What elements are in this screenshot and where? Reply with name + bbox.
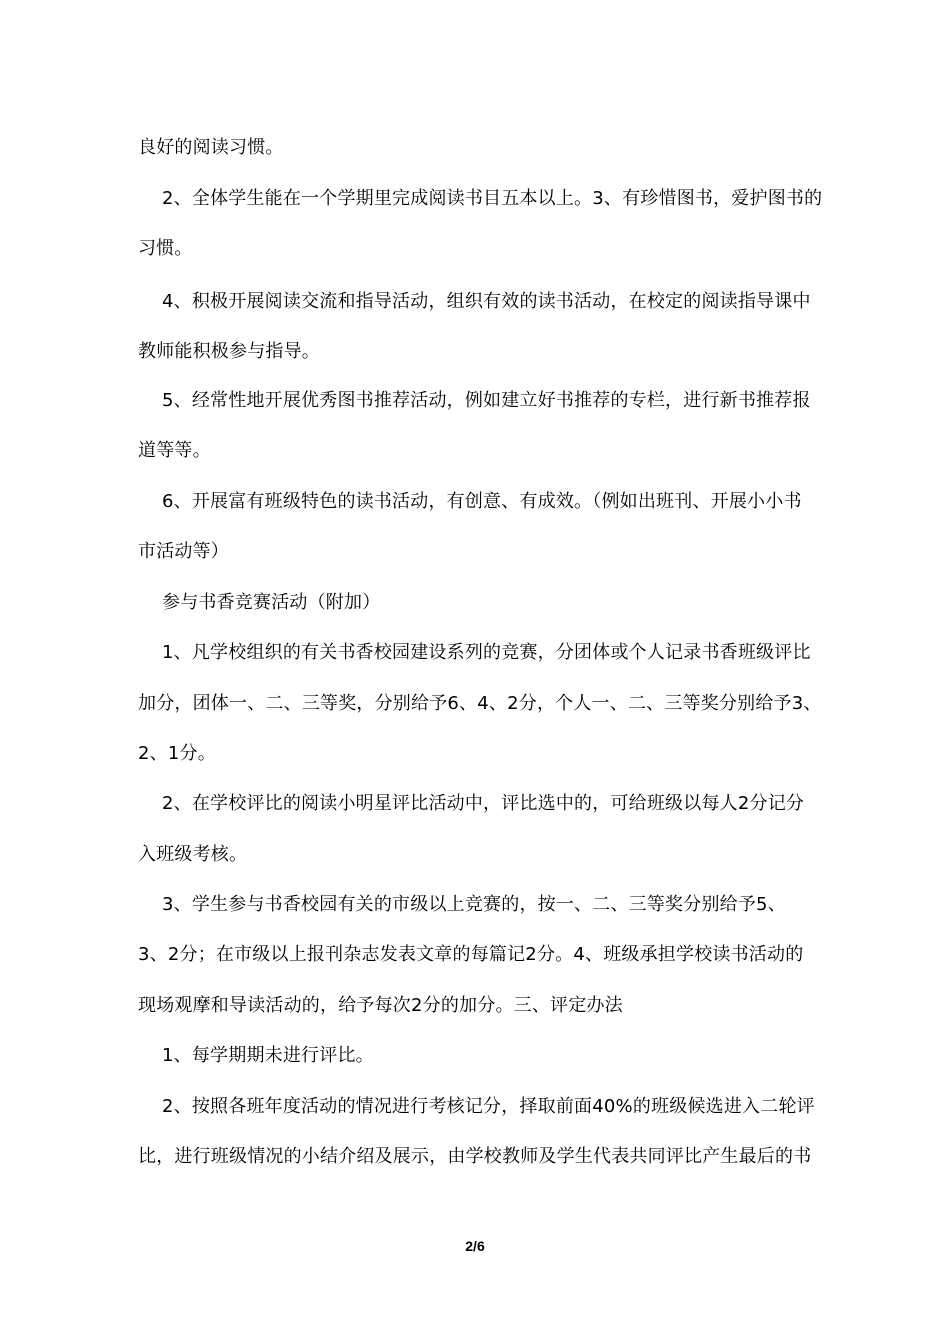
paragraph-line: 5、经常性地开展优秀图书推荐活动，例如建立好书推荐的专栏，进行新书推荐报 [162,390,811,411]
paragraph-line: 3、2分；在市级以上报刊杂志发表文章的每篇记2分。4、班级承担学校读书活动的 [138,944,804,965]
paragraph-line: 加分，团体一、二、三等奖，分别给予6、4、2分，个人一、二、三等奖分别给予3、 [138,693,822,714]
paragraph-line: 比，进行班级情况的小结介绍及展示，由学校教师及学生代表共同评比产生最后的书 [138,1146,812,1167]
paragraph-line: 2、全体学生能在一个学期里完成阅读书目五本以上。3、有珍惜图书，爱护图书的 [162,188,823,209]
page-number: 2/6 [465,1238,485,1254]
paragraph-line: 良好的阅读习惯。 [138,137,284,158]
paragraph-line: 4、积极开展阅读交流和指导活动，组织有效的读书活动，在校定的阅读指导课中 [162,291,811,312]
paragraph-line: 入班级考核。 [138,844,248,865]
paragraph-line: 1、凡学校组织的有关书香校园建设系列的竞赛，分团体或个人记录书香班级评比 [162,642,811,663]
paragraph-line: 2、按照各班年度活动的情况进行考核记分，择取前面40%的班级候选进入二轮评 [162,1096,815,1117]
paragraph-line: 1、每学期期未进行评比。 [162,1045,374,1066]
section-heading: 参与书香竞赛活动（附加） [162,592,381,613]
paragraph-line: 教师能积极参与指导。 [138,341,320,362]
paragraph-line: 2、在学校评比的阅读小明星评比活动中，评比选中的，可给班级以每人2分记分 [162,793,805,814]
paragraph-line: 习惯。 [138,238,193,259]
paragraph-line: 市活动等） [138,541,229,562]
paragraph-line: 6、开展富有班级特色的读书活动，有创意、有成效。（例如出班刊、开展小小书 [162,491,802,512]
paragraph-line: 道等等。 [138,440,211,461]
paragraph-line: 3、学生参与书香校园有关的市级以上竞赛的，按一、二、三等奖分别给予5、 [162,894,786,915]
paragraph-line: 2、1分。 [138,743,216,764]
paragraph-line: 现场观摩和导读活动的，给予每次2分的加分。三、评定办法 [138,995,623,1016]
